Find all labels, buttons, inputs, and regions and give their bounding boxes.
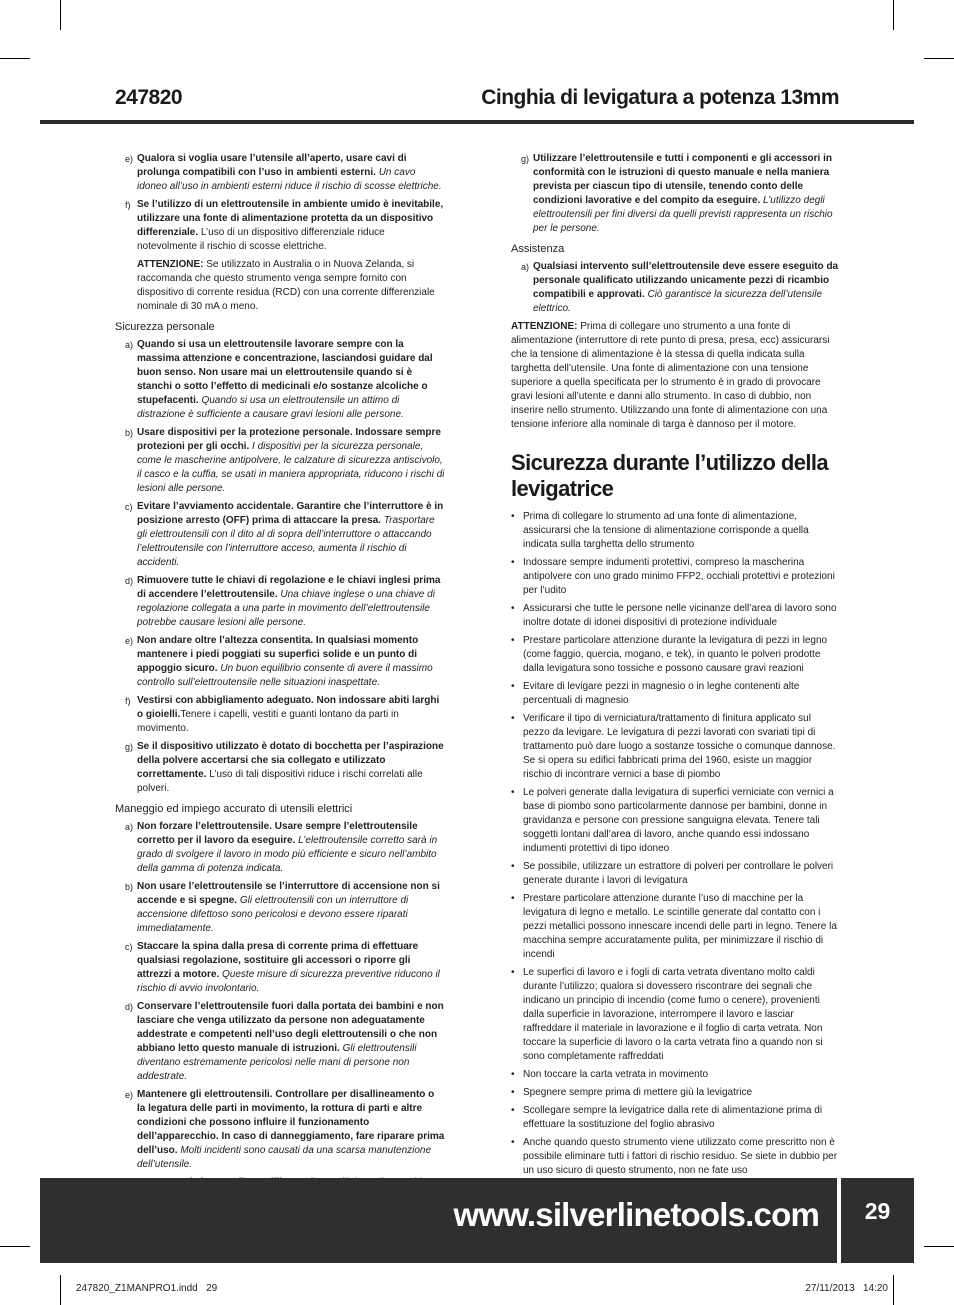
list-item: [115, 740, 445, 796]
item-letter: c): [125, 502, 133, 512]
bullet-item: [511, 1104, 839, 1132]
bullet-item: [511, 1086, 839, 1100]
bullet-icon: •: [511, 967, 515, 978]
bullet-icon: •: [511, 1069, 515, 1080]
section-heading: Sicurezza durante l’utilizzo della levigatrice: [511, 450, 829, 501]
bullet-text: Non toccare la carta vetrata in movimento: [523, 1069, 709, 1080]
item-letter: a): [125, 340, 134, 350]
crop-mark: [0, 1246, 30, 1247]
list-item: [511, 260, 839, 316]
list-item: [115, 152, 445, 194]
bullet-text: Prestare particolare attenzione durante l’uso di macchine per la levigatura di legno e metallo. Le scintille generate dal contatto con i pezzi metallici possono innescare incendi delle parti in legno. Tenere la macchina sempre accuratamente pulita, per minimizzare il rischio di incendi: [523, 893, 837, 960]
item-bold: Qualsiasi intervento sull’elettroutensile deve essere eseguito da personale qualificato utilizzando unicamente pezzi di ricambio compatibili e approvati.: [533, 261, 839, 300]
product-code: 247820: [115, 86, 183, 109]
item-bold: Se l’utilizzo di un elettroutensile in ambiente umido è inevitabile, utilizzare una fonte di alimentazione protetta da un dispositivo differenziale.: [137, 199, 444, 238]
item-letter: g): [521, 154, 530, 164]
item-italic: Un buon equilibrio consente di avere il massimo controllo sull’elettroutensile nelle situazioni inaspettate.: [137, 663, 433, 688]
bullet-item: [511, 1068, 839, 1082]
item-letter: f): [125, 696, 131, 706]
crop-mark: [60, 1275, 61, 1305]
item-bold: Mantenere gli elettroutensili. Controllare per disallineamento o la legatura delle parti in movimento, la rottura di parti e altre condizioni che possono influire il funzionamento dell’apparecchio. In caso di danneggiamento, fare riparare prima dell’uso.: [137, 1089, 445, 1156]
page-title: Cinghia di levigatura a potenza 13mm: [481, 86, 839, 109]
item-italic: Gli elettroutensili diventano estremamente pericolosi nelle mani di persone non addestrate.: [137, 1043, 417, 1082]
warning-note: [511, 320, 839, 432]
item-italic: I dispositivi per la sicurezza personale, come le mascherine antipolvere, le calzature di sicurezza antiscivolo, il casco e la cuffia, se usati in maniera appropriata, riducono i rischi di lesioni alle persone.: [137, 441, 445, 494]
item-letter: d): [125, 1002, 134, 1012]
bullet-icon: •: [511, 511, 515, 522]
item-bold: Non forzare l’elettroutensile. Usare sempre l’elettroutensile corretto per il lavoro da eseguire.: [137, 821, 418, 846]
item-letter: e): [125, 1090, 134, 1100]
item-bold: Non usare l’elettroutensile se l’interruttore di accensione non si accende e si spegne.: [137, 881, 440, 906]
bullet-icon: •: [511, 557, 515, 568]
bullet-text: Evitare di levigare pezzi in magnesio o in leghe contenenti alte percentuali di magnesio: [523, 681, 800, 706]
bullet-text: Anche quando questo strumento viene utilizzato come prescritto non è possibile eliminare tutti i fattori di rischio residuo. Se siete in dubbio per un uso sicuro di questo strumento, non ne fate uso: [523, 1137, 838, 1176]
bullet-text: Le superfici di lavoro e i fogli di carta vetrata diventano molto caldi durante l’utilizzo; qualora si dovessero riscontrare dei segnali che indicano un principio di incendio (come fumo o cenere), provenienti dalla superficie in lavorazione, interrompere il lavoro e lasciar raffreddare il materiale in lavorazione e il foglio di carta vetrata. Non toccare la superficie di lavoro o la carta vetrata fino a quando non si sono completamente raffreddati: [523, 967, 823, 1062]
list-item: [115, 940, 445, 996]
crop-mark: [0, 58, 30, 59]
bullet-item: [511, 712, 839, 782]
left-column: [115, 152, 445, 1222]
crop-mark: [893, 1275, 894, 1305]
bullet-text: Scollegare sempre la levigatrice dalla rete di alimentazione prima di effettuare la sostituzione del foglio abrasivo: [523, 1105, 823, 1130]
footer-bar: [40, 1178, 837, 1263]
item-letter: c): [125, 942, 133, 952]
crop-mark: [60, 0, 61, 30]
list-item: [115, 338, 445, 422]
bullet-icon: •: [511, 861, 515, 872]
bullet-text: Spegnere sempre prima di mettere giù la levigatrice: [523, 1087, 752, 1098]
bullet-item: [511, 1136, 839, 1178]
warning-text: Se utilizzato in Australia o in Nuova Zelanda, si raccomanda che questo strumento venga sempre fornito con dispositivo di corrente residua (RCD) con una corrente differenziale nominale di 30 mA o meno.: [137, 259, 435, 312]
header-rule: [40, 120, 914, 124]
list-item: [115, 634, 445, 690]
bullet-icon: •: [511, 1087, 515, 1098]
item-italic: Trasportare gli elettroutensili con il dito al di sopra dell’interruttore o attaccando l’elettroutensile con l’interruttore acceso, aumenta il rischio di accidenti.: [137, 515, 435, 568]
item-italic: Un cavo idoneo all’uso in ambienti esterni riduce il rischio di scosse elettriche.: [137, 167, 442, 192]
list-item: [115, 1088, 445, 1172]
bullet-icon: •: [511, 787, 515, 798]
list-item: [115, 820, 445, 876]
warning-text: Prima di collegare uno strumento a una fonte di alimentazione (interruttore di rete punto di presa, presa, ecc) assicurarsi che la tensione di alimentazione è la stessa di quella indicata sulla targhetta dell’utensile. Una fonte di alimentazione con una tensione superiore a quella specificata per lo strumento è in grado di provocare gravi lesioni all’utente e danni allo strumento. In caso di dubbio, non inserire nello strumento. Utilizzando una fonte di alimentazione con una tensione inferiore alla nominale di targa è dannoso per il motore.: [511, 321, 830, 430]
bullet-icon: •: [511, 603, 515, 614]
crop-mark: [924, 1246, 954, 1247]
crop-mark: [924, 58, 954, 59]
bullet-item: [511, 892, 839, 962]
bullet-text: Se possibile, utilizzare un estrattore di polveri per controllare le polveri generate durante i lavori di levigatura: [523, 861, 834, 886]
bullet-icon: •: [511, 1105, 515, 1116]
bullet-text: Prima di collegare lo strumento ad una fonte di alimentazione, assicurarsi che la tensione di alimentazione corrisponde a quella indicata sulla targhetta dello strumento: [523, 511, 809, 550]
item-letter: g): [125, 742, 134, 752]
item-text: Tenere i capelli, vestiti e guanti lontano da parti in movimento.: [137, 709, 399, 734]
bullet-item: [511, 602, 839, 630]
item-letter: a): [521, 262, 530, 272]
item-bold: Utilizzare l’elettroutensile e tutti i componenti e gli accessori in conformità con le istruzioni di questo manuale e nella maniera prevista per ciascun tipo di utensile, tenendo conto delle condizioni lavorative e del compito da eseguire.: [533, 153, 832, 206]
item-bold: Qualora si voglia usare l’utensile all’aperto, usare cavi di prolunga compatibili con l’uso in ambienti esterni.: [137, 153, 407, 178]
section-title: Maneggio ed impiego accurato di utensili elettrici: [115, 803, 353, 815]
list-item: [115, 426, 445, 496]
item-letter: a): [125, 822, 134, 832]
bullet-text: Assicurarsi che tutte le persone nelle vicinanze dell’area di lavoro sono inoltre dotate di idonei dispositivi di protezione individuale: [523, 603, 837, 628]
bullet-icon: •: [511, 1137, 515, 1148]
website-link[interactable]: www.silverlinetools.com: [453, 1196, 819, 1233]
print-slug-file: 247820_Z1MANPRO1.indd 29: [76, 1283, 218, 1294]
item-bold: Usare dispositivi per la protezione personale. Indossare sempre protezioni per gli occhi.: [137, 427, 441, 452]
bullet-icon: •: [511, 635, 515, 646]
item-text: L’uso di un dispositivo differenziale riduce notevolmente il rischio di scosse elettriche.: [137, 227, 385, 252]
page-number-box: [841, 1178, 914, 1263]
bullet-text: Prestare particolare attenzione durante la levigatura di pezzi in legno (come faggio, quercia, mogano, e tek), in quanto le polveri prodotte dalla levigatura sono tossiche e possono causare gravi reazioni: [523, 635, 828, 674]
list-item: [115, 694, 445, 736]
item-italic: L’utilizzo degli elettroutensili per fini diversi da quelli previsti rappresenta un rischio per le persone.: [533, 195, 833, 234]
warning-label: ATTENZIONE:: [137, 259, 204, 270]
item-bold: Non andare oltre l’altezza consentita. In qualsiasi momento mantenere i piedi poggiati su superfici solide e un punto di appoggio sicuro.: [137, 635, 419, 674]
list-item: [115, 880, 445, 936]
list-item: [115, 500, 445, 570]
bullet-text: Indossare sempre indumenti protettivi, compreso la mascherina antipolvere con uno grado minimo FFP2, occhiali protettivi e protezioni per l’udito: [523, 557, 835, 596]
list-item: [511, 152, 839, 236]
bullet-icon: •: [511, 713, 515, 724]
item-italic: Ciò garantisce la sicurezza dell’utensile elettrico.: [533, 289, 823, 314]
list-item: [115, 198, 445, 254]
item-letter: b): [125, 882, 134, 892]
item-text: L’uso di tali dispositivi riduce i rischi correlati alle polveri.: [137, 769, 423, 794]
item-bold: Se il dispositivo utilizzato è dotato di bocchetta per l’aspirazione della polvere accertarsi che sia collegato e utilizzato correttamente.: [137, 741, 444, 780]
item-bold: Evitare l’avviamento accidentale. Garantire che l’interruttore è in posizione arresto (OFF) prima di attaccare la presa.: [137, 501, 444, 526]
item-letter: e): [125, 154, 134, 164]
section-title: Assistenza: [511, 243, 565, 255]
bullet-item: [511, 680, 839, 708]
item-bold: Staccare la spina dalla presa di corrente prima di effettuare qualsiasi regolazione, sostituire gli accessori o riporre gli attrezzi a motore.: [137, 941, 419, 980]
item-bold: Vestirsi con abbigliamento adeguato. Non indossare abiti larghi o gioielli.: [137, 695, 440, 720]
bullet-icon: •: [511, 893, 515, 904]
warning-note: [137, 258, 445, 314]
bullet-text: Verificare il tipo di verniciatura/trattamento di finitura applicato sul pezzo da levigare. Le levigatura di pezzi lavorati con svariati tipi di trattamento può dare luogo a sostanze tossiche o comunque dannose. Se si opera su edifici fabbricati prima del 1960, esiste un maggior rischio di incontrare vernici a base di piombo: [523, 713, 836, 780]
item-letter: b): [125, 428, 134, 438]
section-title: Sicurezza personale: [115, 321, 215, 333]
print-slug-date: 27/11/2013 14:20: [805, 1283, 888, 1294]
bullet-item: [511, 510, 839, 552]
item-italic: Queste misure di sicurezza preventive riducono il rischio di avvio involontario.: [137, 969, 440, 994]
bullet-item: [511, 860, 839, 888]
item-letter: d): [125, 576, 134, 586]
right-column: [511, 152, 839, 1182]
item-bold: Conservare l’elettroutensile fuori dalla portata dei bambini e non lasciare che venga utilizzato da persone non adeguatamente addestrate e competenti nell’uso degli elettroutensili o che non abbiano letto questo manuale di istruzioni.: [137, 1001, 444, 1054]
page-number: 29: [864, 1198, 891, 1224]
item-letter: f): [125, 200, 131, 210]
bullet-item: [511, 966, 839, 1064]
bullet-text: Le polveri generate dalla levigatura di superfici verniciate con vernici a base di piombo sono particolarmente dannose per bambini, donne in gravidanza e persone con pressione sanguigna elevata. Tenere tali soggetti lontani dall’area di lavoro, anche quando essi indossano indumenti protettivi di tipo idoneo: [523, 787, 834, 854]
item-italic: Gli elettroutensili con un interruttore di accensione difettoso sono pericolosi e devono essere riparati immediatamente.: [137, 895, 409, 934]
crop-mark: [893, 0, 894, 30]
bullet-item: [511, 556, 839, 598]
item-italic: Molti incidenti sono causati da una scarsa manutenzione dell’utensile.: [137, 1145, 432, 1170]
bullet-item: [511, 786, 839, 856]
item-bold: Rimuovere tutte le chiavi di regolazione e le chiavi inglesi prima di accendere l’elettroutensile.: [137, 575, 441, 600]
bullet-icon: •: [511, 681, 515, 692]
item-italic: L’elettroutensile corretto sarà in grado di svolgere il lavoro in modo più efficiente e sicuro nell’ambito della gamma di potenza indicata.: [137, 835, 438, 874]
warning-label: ATTENZIONE:: [511, 321, 578, 332]
bullet-item: [511, 634, 839, 676]
item-letter: e): [125, 636, 134, 646]
item-bold: Quando si usa un elettroutensile lavorare sempre con la massima attenzione e concentrazione, lasciandosi guidare dal buon senso. Non usare mai un elettroutensile quando si è stanchi o sotto l’effetto di medicinali e/o sostanze alcoliche o stupefacenti.: [137, 339, 433, 406]
list-item: [115, 1000, 445, 1084]
item-italic: Una chiave inglese o una chiave di regolazione collegata a una parte in movimento dell’elettroutensile potrebbe causare lesioni alle persone.: [137, 589, 435, 628]
item-italic: Quando si usa un elettroutensile un attimo di distrazione è sufficiente a causare gravi lesioni alle persone.: [137, 395, 404, 420]
list-item: [115, 574, 445, 630]
